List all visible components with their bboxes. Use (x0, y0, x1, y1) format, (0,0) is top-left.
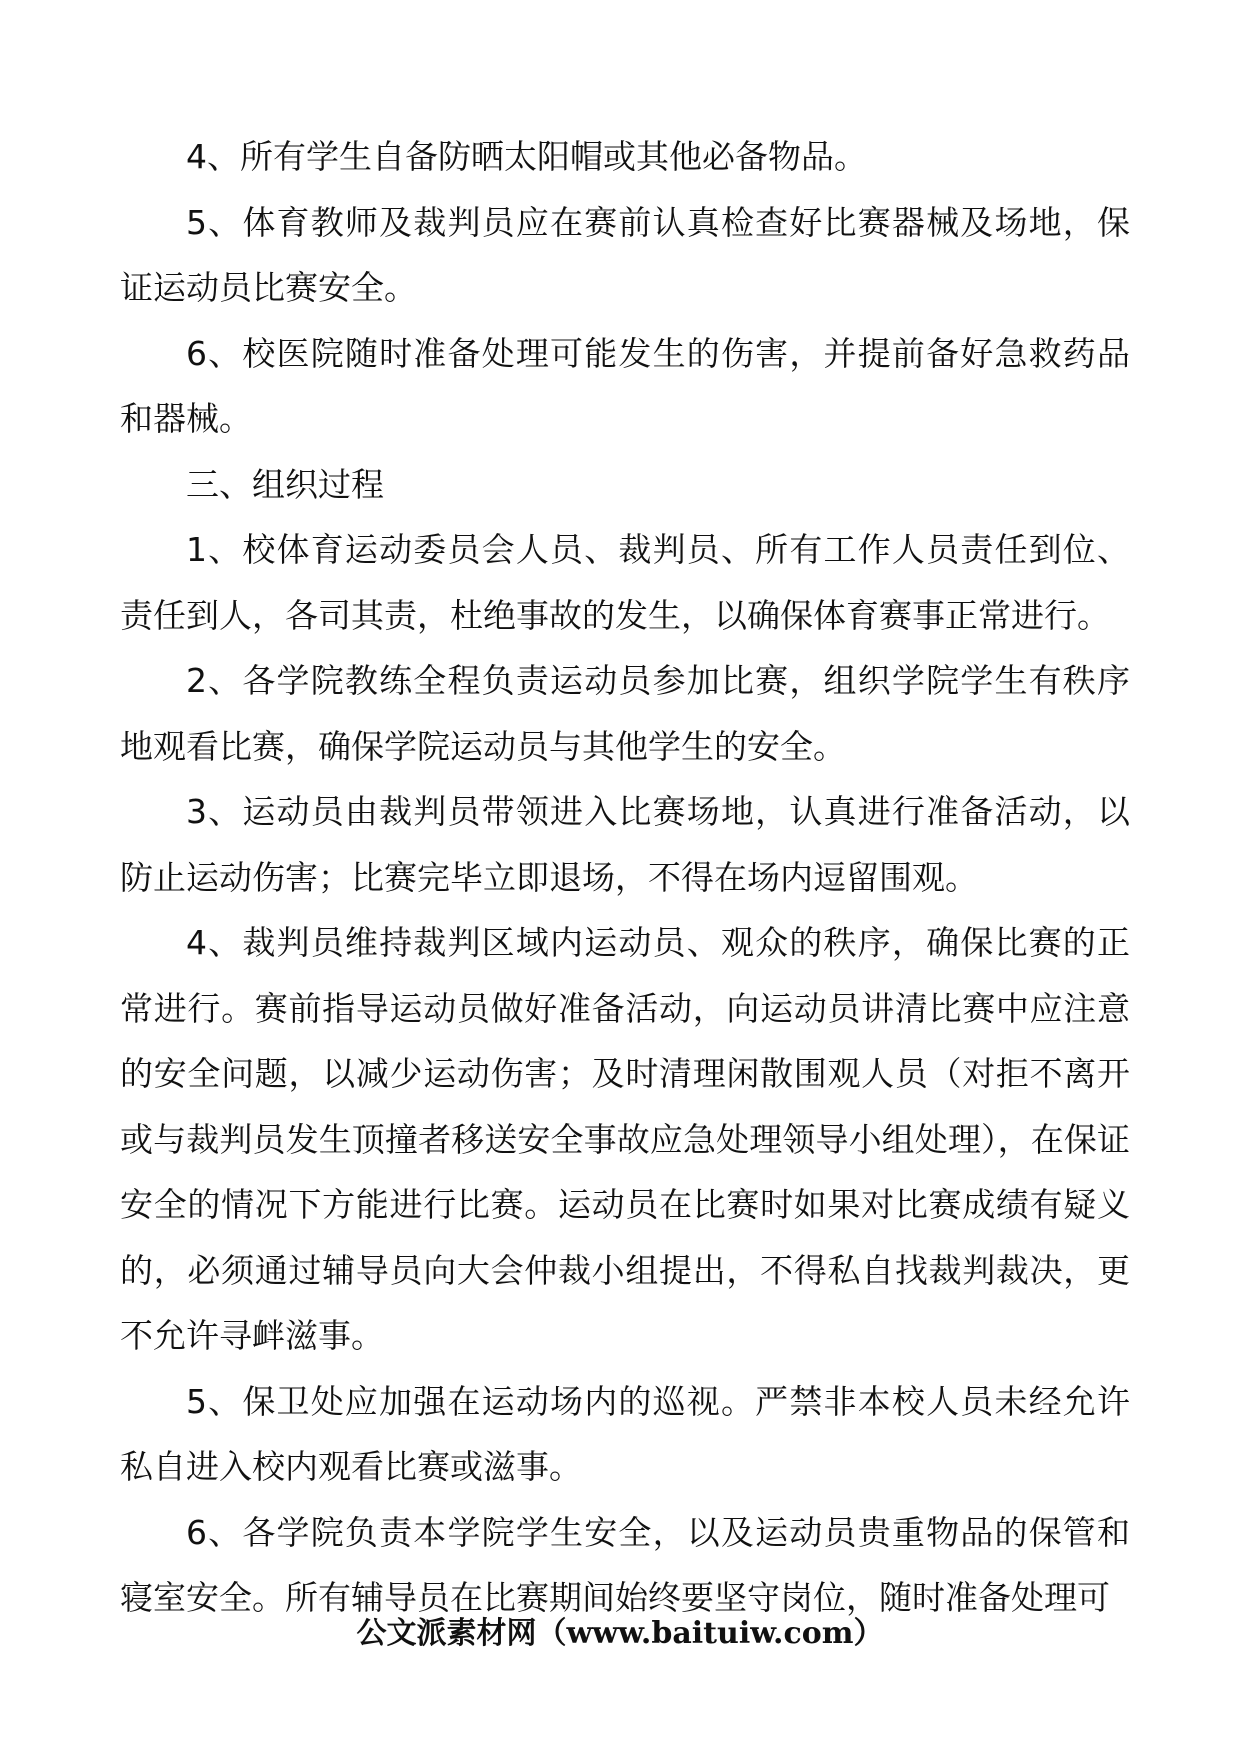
paragraph-item-6-clinic: 6、校医院随时准备处理可能发生的伤害，并提前备好急救药品和器械。 (120, 333, 1130, 438)
paragraph-org-4: 4、裁判员维持裁判区域内运动员、观众的秩序，确保比赛的正常进行。赛前指导运动员做好准备活动，向运动员讲清比赛中应注意的安全问题，以减少运动伤害；及时清理闲散围观人员（对拒不离开或与裁判员发生顶撞者移送安全事故应急处理领导小组处理），在保证安全的情况下方能进行比赛。运动员在比赛时如果对比赛成绩有疑义的，必须通过辅导员向大会仲裁小组提出，不得私自找裁判裁决，更不允许寻衅滋事。 (120, 923, 1130, 1355)
section-heading-organization: 三、组织过程 (186, 464, 384, 504)
paragraph-org-2: 2、各学院教练全程负责运动员参加比赛，组织学院学生有秩序地观看比赛，确保学院运动员与其他学生的安全。 (120, 661, 1130, 766)
paragraph-org-6: 6、各学院负责本学院学生安全，以及运动员贵重物品的保管和寝室安全。所有辅导员在比赛期间始终要坚守岗位，随时准备处理可 (120, 1512, 1130, 1617)
footer-watermark-text: 公文派素材网（www.baituiw.com） (356, 1616, 884, 1651)
paragraph-org-5: 5、保卫处应加强在运动场内的巡视。严禁非本校人员未经允许私自进入校内观看比赛或滋事。 (120, 1381, 1130, 1486)
paragraph-org-3: 3、运动员由裁判员带领进入比赛场地，认真进行准备活动，以防止运动伤害；比赛完毕立即退场，不得在场内逗留围观。 (120, 792, 1130, 897)
paragraph-item-4-sunhat: 4、所有学生自备防晒太阳帽或其他必备物品。 (186, 137, 867, 176)
paragraph-item-5-equipment-check: 5、体育教师及裁判员应在赛前认真检查好比赛器械及场地，保证运动员比赛安全。 (120, 202, 1130, 307)
document-body (120, 124, 1130, 1631)
paragraph-org-1: 1、校体育运动委员会人员、裁判员、所有工作人员责任到位、责任到人，各司其责，杜绝事故的发生，以确保体育赛事正常进行。 (120, 530, 1130, 635)
